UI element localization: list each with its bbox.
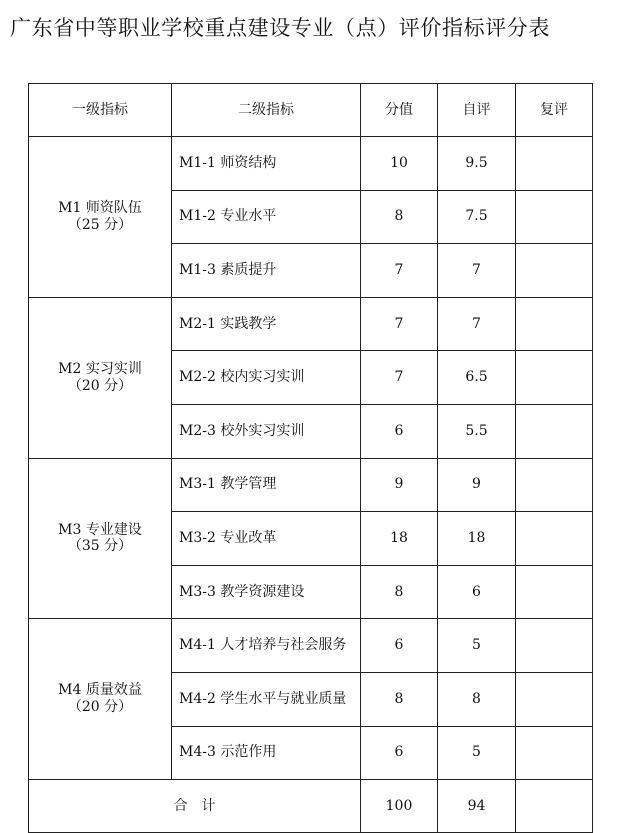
score-value: 7 (361, 297, 438, 351)
level2-indicator: M4-3 示范作用 (172, 726, 361, 780)
self-evaluation-value: 7.5 (438, 190, 516, 244)
total-label: 合 计 (29, 780, 361, 833)
level2-indicator: M3-1 教学管理 (172, 458, 361, 512)
header-self-evaluation: 自评 (438, 84, 516, 137)
score-value: 6 (361, 619, 438, 673)
level2-indicator: M3-3 教学资源建设 (172, 565, 361, 619)
re-evaluation-value (516, 404, 593, 458)
evaluation-score-table (28, 83, 593, 833)
self-evaluation-value: 6 (438, 565, 516, 619)
self-evaluation-value: 9 (438, 458, 516, 512)
total-score-value: 100 (361, 780, 438, 833)
level2-indicator: M3-2 专业改革 (172, 512, 361, 566)
table-header-row (29, 84, 593, 137)
level1-indicator-name: M4 质量效益 (58, 682, 142, 699)
table-row (29, 458, 593, 512)
level2-indicator: M1-1 师资结构 (172, 137, 361, 191)
self-evaluation-value: 8 (438, 672, 516, 726)
self-evaluation-value: 7 (438, 244, 516, 298)
self-evaluation-value: 9.5 (438, 137, 516, 191)
re-evaluation-value (516, 565, 593, 619)
score-value: 10 (361, 137, 438, 191)
level1-indicator-cell (29, 619, 172, 780)
re-evaluation-value (516, 137, 593, 191)
level1-indicator-cell (29, 137, 172, 298)
score-value: 6 (361, 404, 438, 458)
re-evaluation-value (516, 672, 593, 726)
level1-indicator-name: M2 实习实训 (58, 360, 142, 377)
table-row (29, 137, 593, 191)
header-level2: 二级指标 (172, 84, 361, 137)
header-re-evaluation: 复评 (516, 84, 593, 137)
re-evaluation-value (516, 458, 593, 512)
level2-indicator: M2-1 实践教学 (172, 297, 361, 351)
header-level1: 一级指标 (29, 84, 172, 137)
level2-indicator: M2-3 校外实习实训 (172, 404, 361, 458)
level1-indicator-name: M1 师资队伍 (58, 200, 142, 217)
level1-indicator-points: （20 分） (67, 699, 133, 716)
score-value: 7 (361, 244, 438, 298)
re-evaluation-value (516, 297, 593, 351)
level2-indicator: M4-2 学生水平与就业质量 (172, 672, 361, 726)
total-row (29, 780, 593, 833)
header-score: 分值 (361, 84, 438, 137)
page-title: 广东省中等职业学校重点建设专业（点）评价指标评分表 (10, 16, 550, 40)
level2-indicator: M1-2 专业水平 (172, 190, 361, 244)
self-evaluation-value: 18 (438, 512, 516, 566)
self-evaluation-value: 5.5 (438, 404, 516, 458)
level2-indicator: M2-2 校内实习实训 (172, 351, 361, 405)
score-value: 9 (361, 458, 438, 512)
re-evaluation-value (516, 244, 593, 298)
total-re-evaluation-value (516, 780, 593, 833)
level1-indicator-points: （35 分） (67, 538, 133, 555)
score-value: 8 (361, 190, 438, 244)
table-row (29, 297, 593, 351)
self-evaluation-value: 5 (438, 726, 516, 780)
score-value: 18 (361, 512, 438, 566)
self-evaluation-value: 7 (438, 297, 516, 351)
score-value: 7 (361, 351, 438, 405)
level2-indicator: M4-1 人才培养与社会服务 (172, 619, 361, 673)
level1-indicator-cell (29, 297, 172, 458)
score-value: 8 (361, 672, 438, 726)
total-self-evaluation-value: 94 (438, 780, 516, 833)
table-row (29, 619, 593, 673)
score-value: 8 (361, 565, 438, 619)
level1-indicator-cell (29, 458, 172, 619)
level1-indicator-points: （25 分） (67, 216, 133, 233)
re-evaluation-value (516, 351, 593, 405)
self-evaluation-value: 5 (438, 619, 516, 673)
level2-indicator: M1-3 素质提升 (172, 244, 361, 298)
level1-indicator-name: M3 专业建设 (58, 521, 142, 538)
level1-indicator-points: （20 分） (67, 377, 133, 394)
self-evaluation-value: 6.5 (438, 351, 516, 405)
score-value: 6 (361, 726, 438, 780)
re-evaluation-value (516, 726, 593, 780)
re-evaluation-value (516, 619, 593, 673)
re-evaluation-value (516, 190, 593, 244)
re-evaluation-value (516, 512, 593, 566)
